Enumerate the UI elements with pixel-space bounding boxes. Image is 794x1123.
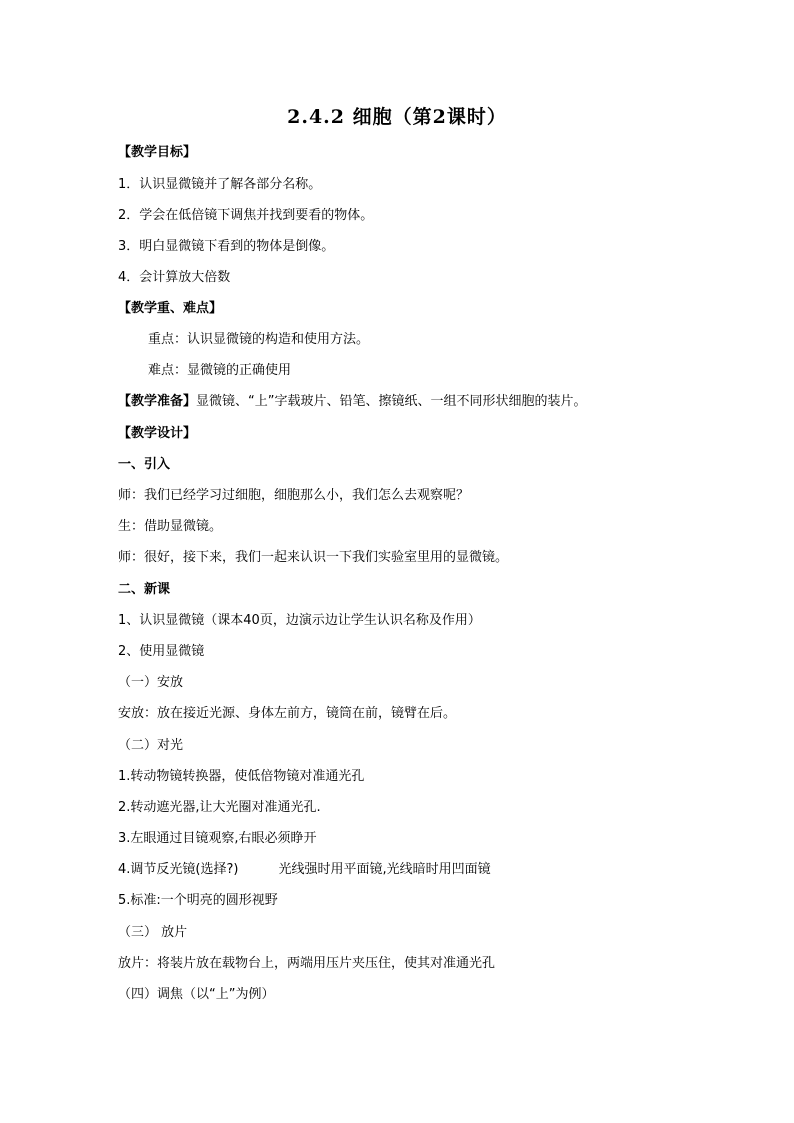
- objective-item: 2．学会在低倍镜下调焦并找到要看的物体。: [118, 208, 374, 223]
- objectives-heading: 【教学目标】: [118, 145, 197, 160]
- objective-item: 3．明白显微镜下看到的物体是倒像。: [118, 239, 335, 254]
- lesson-line: 3.左眼通过目镜观察,右眼必须睁开: [118, 831, 317, 846]
- lesson-subheading: （三） 放片: [118, 925, 188, 940]
- section-heading: 二、新课: [118, 582, 171, 597]
- step4-detail: 光线强时用平面镜,光线暗时用凹面镜: [278, 862, 491, 877]
- dialogue-line: 师：我们已经学习过细胞，细胞那么小，我们怎么去观察呢？: [118, 488, 470, 503]
- step4-label: 4.调节反光镜(选择?): [118, 862, 239, 877]
- lesson-line: 1、认识显微镜（课本40页，边演示边让学生认识名称及作用）: [118, 613, 481, 628]
- lesson-line: 2、使用显微镜: [118, 644, 205, 659]
- lesson-line: 2.转动遮光器,让大光圈对准通光孔.: [118, 800, 321, 815]
- key-points-heading: 【教学重、难点】: [118, 301, 223, 316]
- design-heading: 【教学设计】: [118, 426, 197, 441]
- key-point-text: 重点：认识显微镜的构造和使用方法。: [148, 332, 370, 347]
- lesson-line: 安放：放在接近光源、身体左前方，镜筒在前，镜臂在后。: [118, 706, 457, 721]
- preparation-heading: 【教学准备】: [118, 394, 197, 409]
- lesson-line: 5.标准:一个明亮的圆形视野: [118, 893, 278, 908]
- lesson-line-step4: [118, 862, 491, 878]
- lesson-line: 1.转动物镜转换器，使低倍物镜对准通光孔: [118, 769, 365, 784]
- page-title: 2.4.2 细胞（第2课时）: [287, 106, 507, 128]
- objective-item: 4．会计算放大倍数: [118, 270, 231, 285]
- preparation-text: 显微镜、“上”字载玻片、铅笔、擦镜纸、一组不同形状细胞的装片。: [196, 394, 587, 409]
- objective-item: 1．认识显微镜并了解各部分名称。: [118, 177, 322, 192]
- lesson-subheading: （一）安放: [118, 675, 184, 690]
- section-heading: 一、引入: [118, 457, 171, 472]
- dialogue-line: 生：借助显微镜。: [118, 519, 223, 534]
- dialogue-line: 师：很好，接下来，我们一起来认识一下我们实验室里用的显微镜。: [118, 550, 509, 565]
- lesson-line: 放片：将装片放在载物台上，两端用压片夹压住，使其对准通光孔: [118, 956, 496, 971]
- preparation-line: [118, 394, 587, 410]
- difficult-point-text: 难点：显微镜的正确使用: [148, 363, 292, 378]
- lesson-subheading: （二）对光: [118, 738, 184, 753]
- lesson-subheading: （四）调焦（以“上”为例）: [118, 987, 275, 1002]
